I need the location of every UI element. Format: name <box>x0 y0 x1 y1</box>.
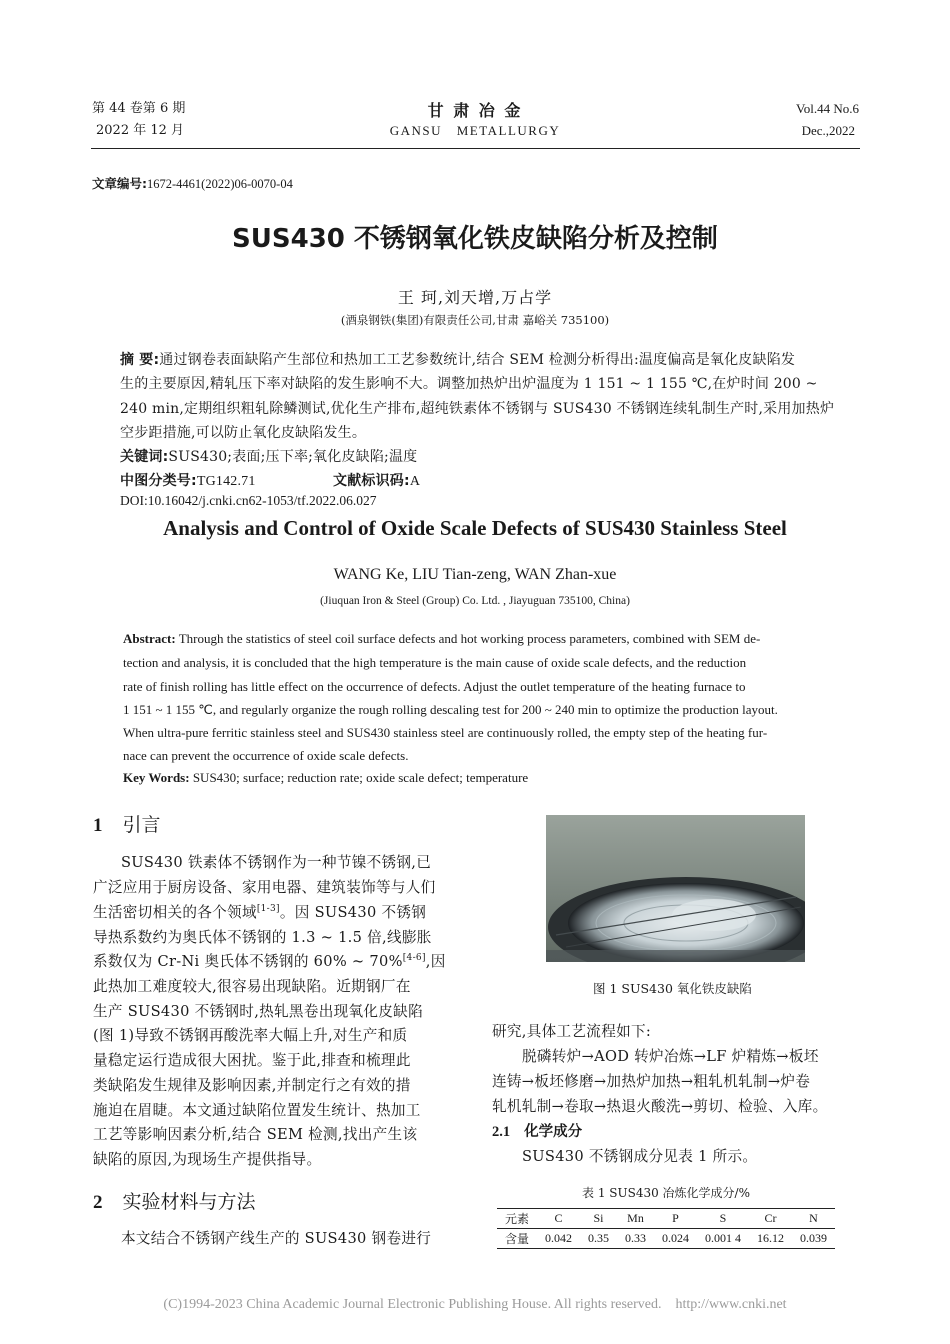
header-rule <box>91 148 860 149</box>
table-cell: 0.024 <box>654 1229 697 1249</box>
body-line: (图 1)导致不锈钢再酸洗率大幅上升,对生产和质 <box>93 1027 408 1044</box>
citation: [4-6] <box>402 953 426 964</box>
table-1-caption: 表 1 SUS430 冶炼化学成分/% <box>582 1186 750 1200</box>
process-flow-line: 脱磷转炉→AOD 转炉冶炼→LF 炉精炼→板坯 <box>522 1048 819 1065</box>
table-header-cell: Cr <box>749 1209 792 1229</box>
classification <box>120 470 256 490</box>
article-number-label: 文章编号: <box>92 176 147 191</box>
table-cell: 0.33 <box>617 1229 654 1249</box>
table-1 <box>497 1208 835 1249</box>
table-header-row <box>497 1209 835 1229</box>
abstract-en-line: tection and analysis, it is concluded that the high temperature is the main cause of oxide scale defects, and the reduction <box>123 655 747 670</box>
body-line: 本文结合不锈钢产线生产的 SUS430 钢卷进行 <box>121 1230 432 1247</box>
composition-table <box>497 1208 835 1249</box>
abstract-cn-text: 通过钢卷表面缺陷产生部位和热加工工艺参数统计,结合 SEM 检测分析得出:温度偏高是氧化皮缺陷发 <box>159 352 796 368</box>
abstract-cn-label: 摘 要: <box>120 352 160 368</box>
abstract-cn-line <box>120 349 795 369</box>
affiliation-cn: (酒泉钢铁(集团)有限责任公司,甘肃 嘉峪关 735100) <box>340 313 610 327</box>
section-2-title: 实验材料与方法 <box>122 1191 256 1213</box>
body-line: SUS430 铁素体不锈钢作为一种节镍不锈钢,已 <box>121 854 432 871</box>
abstract-en-text: Through the statistics of steel coil surface defects and hot working process parameters, combined with SEM de- <box>178 631 761 646</box>
title-cn: SUS430 不锈钢氧化铁皮缺陷分析及控制 <box>232 224 718 254</box>
section-2-number: 2 <box>93 1192 103 1213</box>
abstract-en-line: nace can prevent the occurrence of oxide scale defects. <box>123 748 409 763</box>
copyright-footer: (C)1994-2023 China Academic Journal Electronic Publishing House. All rights reserved. http://www.cnki.net <box>163 1297 787 1312</box>
table-row <box>497 1229 835 1249</box>
doc-code-label: 文献标识码: <box>333 473 410 489</box>
section-2-heading <box>93 1187 256 1214</box>
subsection-number: 2.1 <box>492 1124 511 1140</box>
section-1-title: 引言 <box>122 814 161 836</box>
table-header-cell: S <box>697 1209 749 1229</box>
figure-1-photo <box>546 815 805 962</box>
table-header-cell: P <box>654 1209 697 1229</box>
article-number-value: 1672-4461(2022)06-0070-04 <box>147 177 293 191</box>
table-cell: 含量 <box>497 1229 537 1249</box>
abstract-en-label: Abstract: <box>123 631 176 646</box>
article-number <box>92 174 293 192</box>
abstract-en-line <box>123 631 760 647</box>
authors-cn: 王 珂,刘天增,万占学 <box>397 288 553 307</box>
section-1-number: 1 <box>93 815 103 836</box>
abstract-en-line: 1 151 ~ 1 155 ℃, and regularly organize the rough rolling descaling test for 200 ~ 240 min to optimize the production layout. <box>123 702 778 717</box>
authors-en: WANG Ke, LIU Tian-zeng, WAN Zhan-xue <box>333 566 617 583</box>
subsection-2-1-heading <box>492 1120 582 1141</box>
body-line: 广泛应用于厨房设备、家用电器、建筑装饰等与人们 <box>93 879 436 896</box>
doi: DOI:10.16042/j.cnki.cn62-1053/tf.2022.06.027 <box>120 493 377 508</box>
clc-label: 中图分类号: <box>120 473 197 489</box>
table-cell: 0.001 4 <box>697 1229 749 1249</box>
document-code <box>333 470 420 490</box>
journal-name-cn: 甘 肃 冶 金 <box>427 101 523 120</box>
table-header-cell: C <box>537 1209 580 1229</box>
abstract-cn-line: 240 min,定期组织粗轧除鳞测试,优化生产排布,超纯铁素体不锈钢与 SUS430 不锈钢连续轧制生产时,采用加热炉 <box>120 401 835 417</box>
body-line: 此热加工难度较大,很容易出现缺陷。近期钢厂在 <box>93 978 411 995</box>
keywords-cn-label: 关键词: <box>120 449 169 465</box>
date-cn: 2022 年 12 月 <box>96 123 185 138</box>
table-header-cell: Mn <box>617 1209 654 1229</box>
table-cell: 16.12 <box>749 1229 792 1249</box>
abstract-cn-line: 生的主要原因,精轧压下率对缺陷的发生影响不大。调整加热炉出炉温度为 1 151 ~ 1 155 ℃,在炉时间 200 ~ <box>120 376 818 392</box>
title-en: Analysis and Control of Oxide Scale Defects of SUS430 Stainless Steel <box>163 516 787 540</box>
body-line: 生产 SUS430 不锈钢时,热轧黑卷出现氧化皮缺陷 <box>93 1003 423 1020</box>
citation: [1-3] <box>256 904 280 915</box>
keywords-en-label: Key Words: <box>123 770 190 785</box>
table-cell: 0.039 <box>792 1229 835 1249</box>
process-flow-line: 轧机轧制→卷取→热退火酸洗→剪切、检验、入库。 <box>492 1098 828 1115</box>
table-header-cell: 元素 <box>497 1209 537 1229</box>
body-text: 。因 SUS430 不锈钢 <box>279 904 427 921</box>
body-line: 类缺陷发生规律及影响因素,并制定行之有效的措 <box>93 1077 411 1094</box>
body-line: SUS430 不锈钢成分见表 1 所示。 <box>522 1148 758 1165</box>
body-line: 研究,具体工艺流程如下: <box>492 1023 652 1040</box>
keywords-cn-value: SUS430;表面;压下率;氧化皮缺陷;温度 <box>168 449 418 465</box>
body-line <box>93 901 426 922</box>
section-1-heading <box>93 810 161 837</box>
body-text: 生活密切相关的各个领域 <box>93 904 257 921</box>
body-text: ,因 <box>425 953 446 970</box>
body-line: 工艺等影响因素分析,结合 SEM 检测,找出产生该 <box>93 1126 418 1143</box>
table-cell: 0.042 <box>537 1229 580 1249</box>
body-line: 缺陷的原因,为现场生产提供指导。 <box>93 1151 322 1168</box>
body-line: 施迫在眉睫。本文通过缺陷位置发生统计、热加工 <box>93 1102 421 1119</box>
abstract-en-line: When ultra-pure ferritic stainless steel and SUS430 stainless steel are continuously rolled, the empty step of the heating fur- <box>123 725 768 740</box>
table-cell: 0.35 <box>580 1229 617 1249</box>
volume-issue-cn: 第 44 卷第 6 期 <box>92 101 186 116</box>
date-en: Dec.,2022 <box>801 123 855 138</box>
table-header-cell: N <box>792 1209 835 1229</box>
body-text: 系数仅为 Cr-Ni 奥氏体不锈钢的 60% ~ 70% <box>93 953 403 970</box>
abstract-en-line: rate of finish rolling has little effect on the occurrence of defects. Adjust the outlet temperature of the heating furnace to <box>123 679 746 694</box>
volume-issue-en: Vol.44 No.6 <box>796 101 859 116</box>
affiliation-en: (Jiuquan Iron & Steel (Group) Co. Ltd. , Jiayuguan 735100, China) <box>320 595 630 607</box>
oxide-scale-defect-photo <box>546 815 805 962</box>
doc-code-value: A <box>409 474 421 489</box>
body-line: 量稳定运行造成很大困扰。鉴于此,排查和梳理此 <box>93 1052 411 1069</box>
keywords-cn <box>120 446 417 466</box>
table-header-cell: Si <box>580 1209 617 1229</box>
body-line <box>93 950 446 971</box>
body-line: 导热系数约为奥氏体不锈钢的 1.3 ~ 1.5 倍,线膨胀 <box>93 929 432 946</box>
keywords-en-value: SUS430; surface; reduction rate; oxide scale defect; temperature <box>192 770 529 785</box>
abstract-cn-line: 空步距措施,可以防止氧化皮缺陷发生。 <box>120 425 367 441</box>
process-flow-line: 连铸→板坯修磨→加热炉加热→粗轧机轧制→炉卷 <box>492 1073 811 1090</box>
figure-1-caption: 图 1 SUS430 氧化铁皮缺陷 <box>593 981 752 996</box>
keywords-en <box>123 770 528 786</box>
clc-value: TG142.71 <box>196 474 256 489</box>
journal-name-en: GANSU METALLURGY <box>389 123 561 138</box>
subsection-title: 化学成分 <box>524 1124 583 1140</box>
